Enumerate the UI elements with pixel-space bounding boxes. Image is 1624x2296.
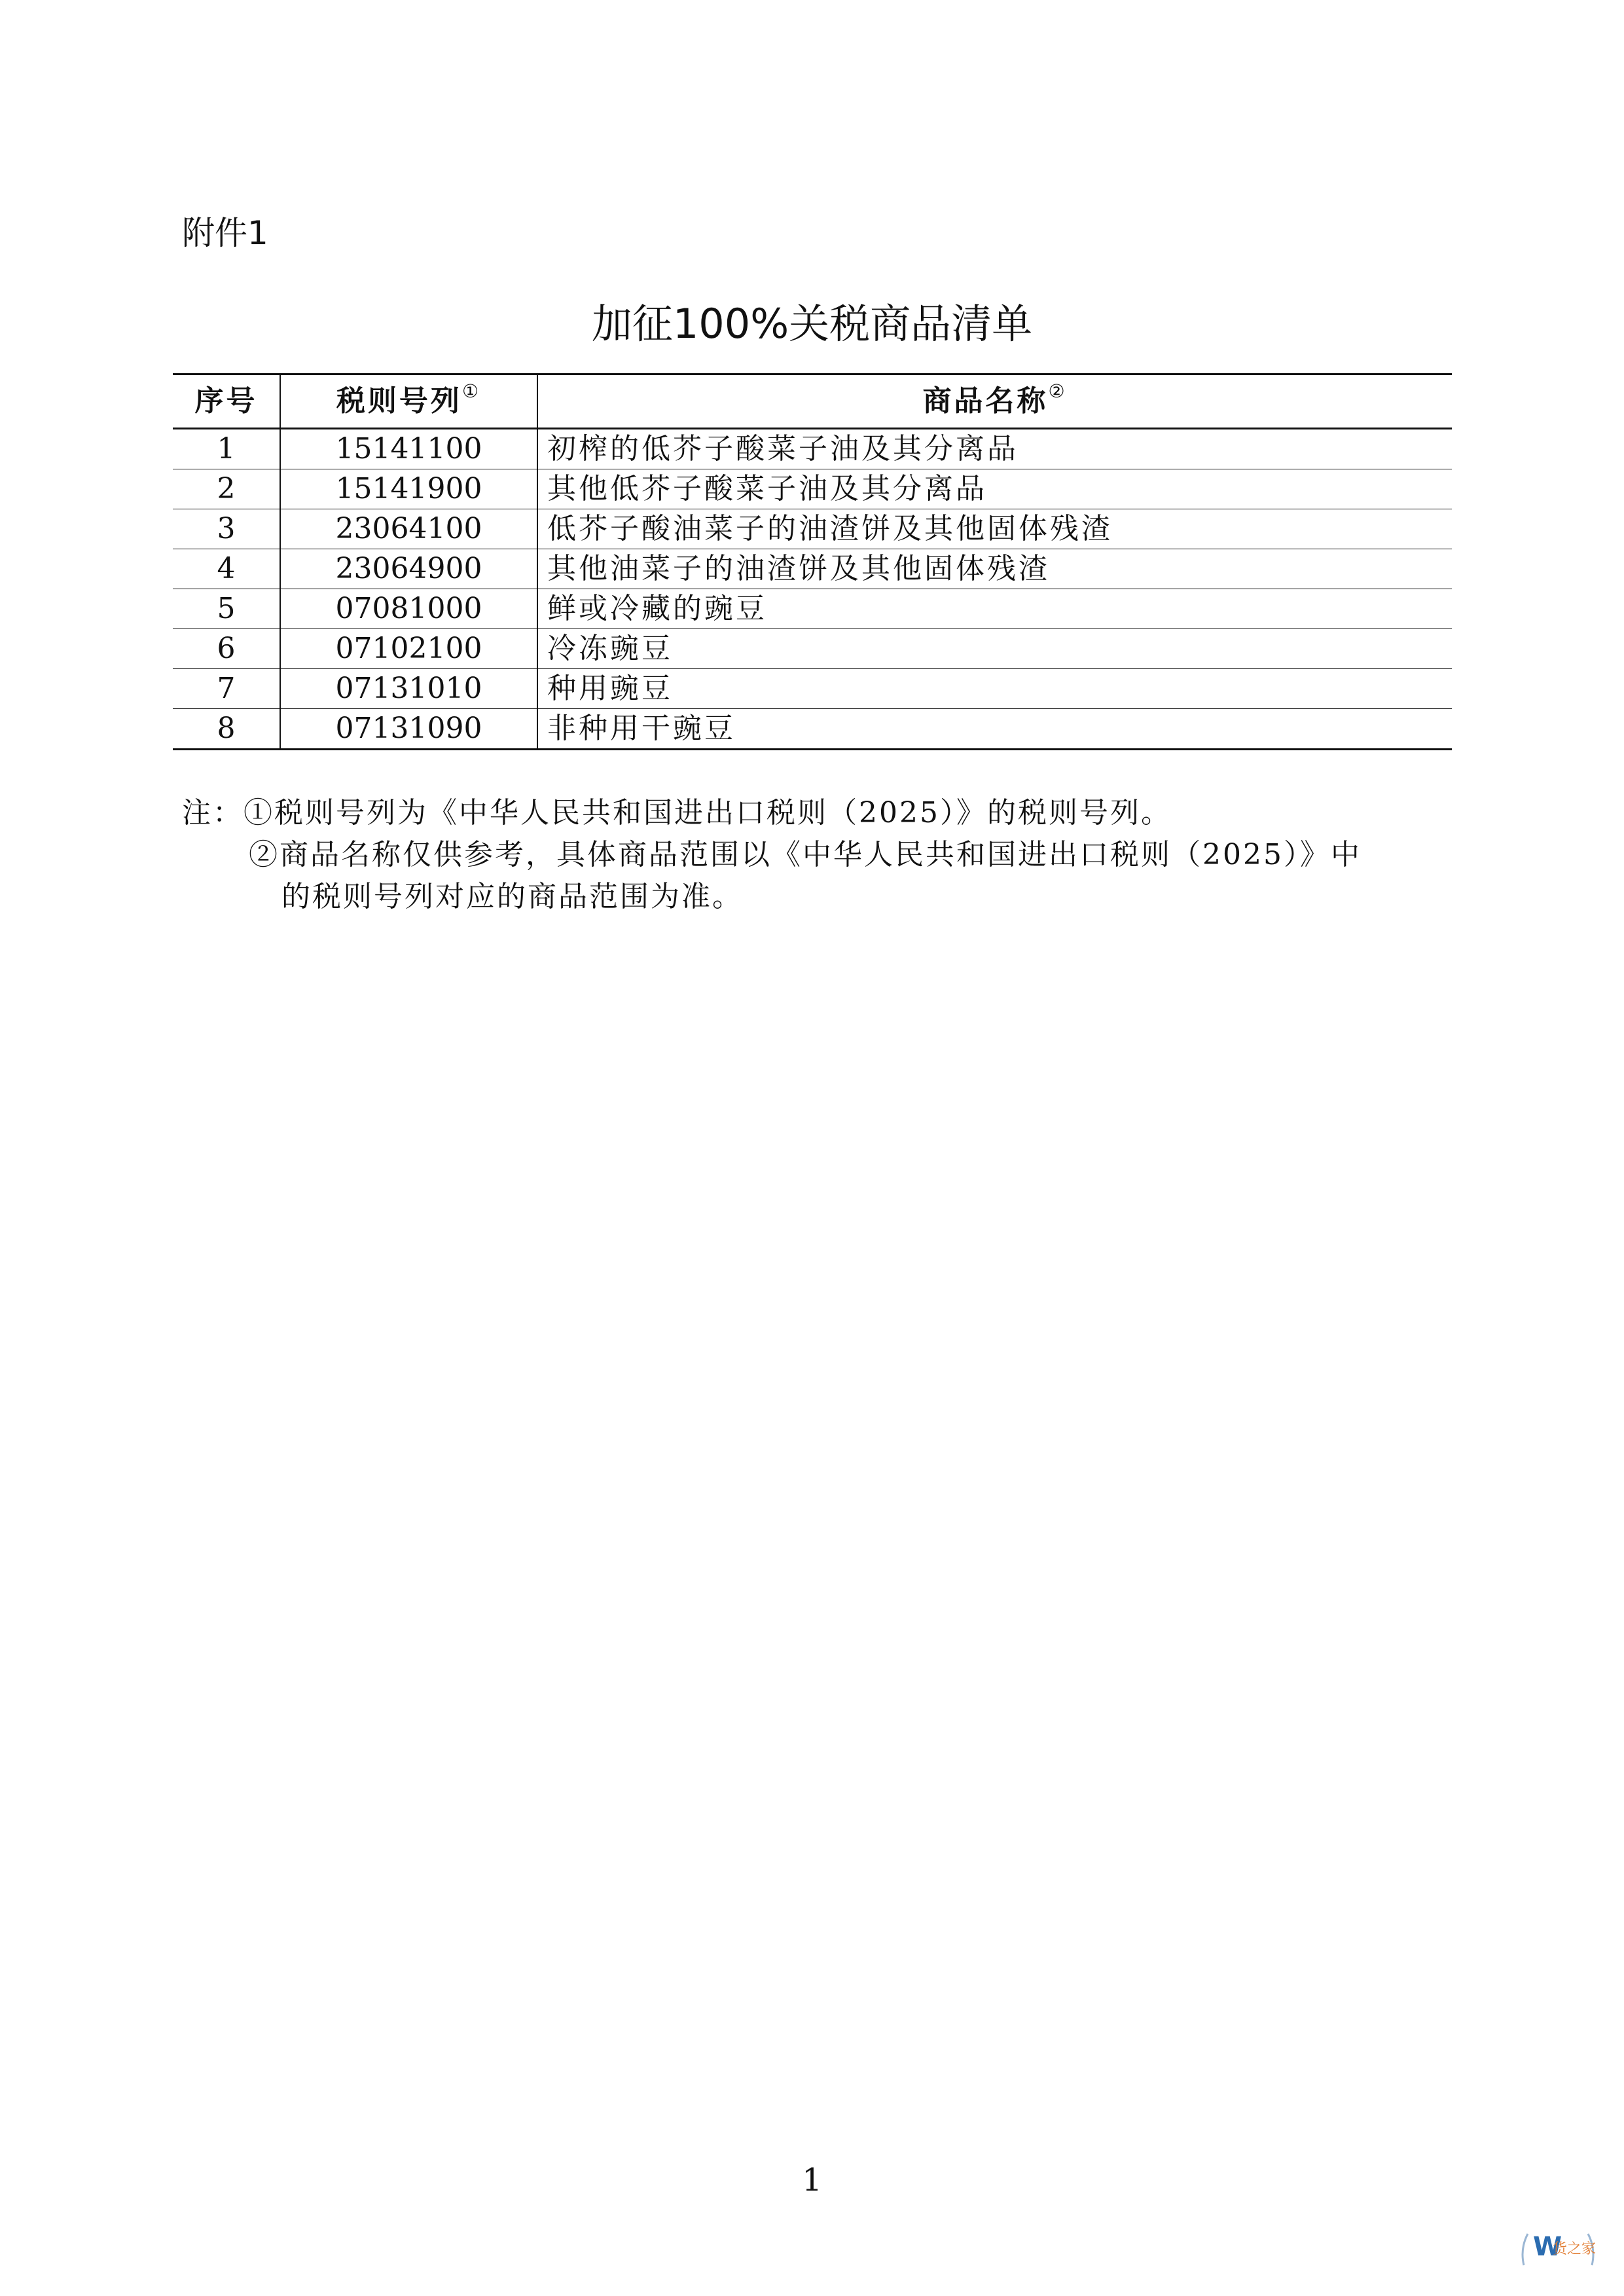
row-code: 15141100	[280, 429, 537, 469]
footnote-1: 注：①税则号列为《中华人民共和国进出口税则（2025）》的税则号列。	[182, 796, 1172, 829]
row-seq: 1	[173, 429, 280, 469]
row-name: 冷冻豌豆	[537, 629, 1452, 669]
row-seq: 7	[173, 669, 280, 709]
row-seq: 6	[173, 629, 280, 669]
watermark-text: 货之家	[1553, 2241, 1597, 2257]
table-row	[173, 469, 1452, 509]
row-seq: 5	[173, 589, 280, 629]
row-code: 07081000	[280, 589, 537, 629]
header-name	[537, 374, 1452, 429]
row-code: 07131010	[280, 669, 537, 709]
footnote-mark-2: ②	[1048, 380, 1068, 402]
table-row	[173, 549, 1452, 589]
document-title: 加征100%关税商品清单	[591, 300, 1033, 348]
table-row	[173, 669, 1452, 709]
table-row	[173, 509, 1452, 549]
header-code-label: 税则号列	[336, 384, 462, 418]
footnotes	[182, 792, 1465, 918]
header-code	[280, 374, 537, 429]
row-code: 23064900	[280, 549, 537, 589]
footnote-2-continued: 的税则号列对应的商品范围为准。	[281, 880, 743, 913]
row-seq: 4	[173, 549, 280, 589]
page-number: 1	[802, 2162, 822, 2198]
row-code: 07131090	[280, 709, 537, 750]
row-name: 鲜或冷藏的豌豆	[537, 589, 1452, 629]
row-code: 07102100	[280, 629, 537, 669]
header-name-label: 商品名称	[922, 384, 1049, 418]
table-row	[173, 629, 1452, 669]
row-seq: 3	[173, 509, 280, 549]
row-name: 其他油菜子的油渣饼及其他固体残渣	[537, 549, 1452, 589]
footnote-2: ②商品名称仅供参考，具体商品范围以《中华人民共和国进出口税则（2025）》中	[249, 838, 1362, 871]
row-name: 低芥子酸油菜子的油渣饼及其他固体残渣	[537, 509, 1452, 549]
row-code: 15141900	[280, 469, 537, 509]
table-header-row	[173, 374, 1452, 429]
table-row	[173, 429, 1452, 469]
table-row	[173, 589, 1452, 629]
tariff-list-table	[173, 373, 1452, 750]
row-seq: 2	[173, 469, 280, 509]
row-code: 23064100	[280, 509, 537, 549]
row-name: 其他低芥子酸菜子油及其分离品	[537, 469, 1452, 509]
row-seq: 8	[173, 709, 280, 750]
attachment-label: 附件1	[182, 214, 268, 252]
table-row	[173, 709, 1452, 750]
row-name: 种用豌豆	[537, 669, 1452, 709]
header-seq: 序号	[173, 374, 280, 429]
row-name: 非种用干豌豆	[537, 709, 1452, 750]
row-name: 初榨的低芥子酸菜子油及其分离品	[537, 429, 1452, 469]
watermark-w: W	[1533, 2232, 1562, 2262]
footnote-mark-1: ①	[461, 380, 482, 402]
watermark-logo	[1519, 2226, 1597, 2272]
